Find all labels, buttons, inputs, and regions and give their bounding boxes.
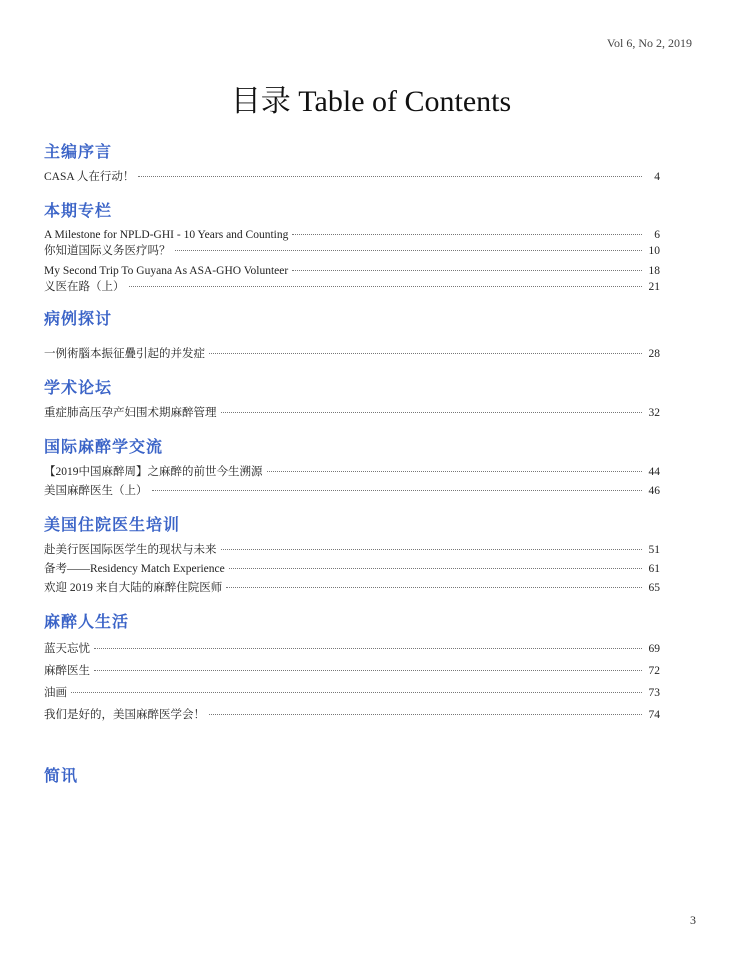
entry-title: 备考——Residency Match Experience <box>44 563 225 575</box>
section-title: 简讯 <box>44 766 79 785</box>
entry-page: 69 <box>648 643 660 655</box>
entry-page: 28 <box>648 348 660 360</box>
toc-section-editor-preface <box>44 142 660 187</box>
toc-entry[interactable] <box>44 404 660 423</box>
dot-leader <box>292 270 642 271</box>
toc-entry[interactable] <box>44 227 660 243</box>
dot-leader <box>94 670 642 671</box>
dot-leader <box>152 490 643 491</box>
entry-title: 你知道国际义务医疗吗？ <box>44 245 171 257</box>
toc-entry[interactable] <box>44 279 660 295</box>
entry-title: A Milestone for NPLD-GHI - 10 Years and Counting <box>44 229 289 241</box>
toc-entry[interactable] <box>44 638 660 660</box>
entry-title: 蓝天忘忧 <box>44 643 90 655</box>
toc-section-case-discussion <box>44 309 660 364</box>
toc-entry[interactable] <box>44 682 660 704</box>
toc-entry[interactable] <box>44 541 660 560</box>
entry-title: CASA 人在行动！ <box>44 171 135 183</box>
entry-page: 46 <box>648 485 660 497</box>
page-number: 3 <box>690 913 696 927</box>
dot-leader <box>267 471 643 472</box>
entry-title: 重症肺高压孕产妇围术期麻醉管理 <box>44 407 217 419</box>
toc-entry[interactable] <box>44 463 660 482</box>
entry-page: 74 <box>648 709 660 721</box>
entry-title: 美国麻醉医生（上） <box>44 485 148 497</box>
section-title: 主编序言 <box>44 142 113 161</box>
entry-title: 欢迎 2019 来自大陆的麻醉住院医师 <box>44 582 223 594</box>
entry-title: My Second Trip To Guyana As ASA-GHO Volunteer <box>44 265 289 277</box>
toc-section-academic-forum <box>44 378 660 423</box>
entry-page: 73 <box>648 687 660 699</box>
entry-title: 麻醉医生 <box>44 665 90 677</box>
dot-leader <box>175 250 643 251</box>
toc-entry[interactable] <box>44 660 660 682</box>
entry-page: 61 <box>648 563 660 575</box>
entry-page: 18 <box>648 265 660 277</box>
entry-title: 油画 <box>44 687 67 699</box>
dot-leader <box>226 587 642 588</box>
toc-entry[interactable] <box>44 560 660 579</box>
entry-page: 72 <box>648 665 660 677</box>
toc-entry[interactable] <box>44 263 660 279</box>
section-title: 国际麻醉学交流 <box>44 437 164 456</box>
entry-page: 51 <box>648 544 660 556</box>
toc-entry[interactable] <box>44 345 660 364</box>
toc-entry[interactable] <box>44 704 660 726</box>
dot-leader <box>209 353 642 354</box>
toc-section-news <box>44 766 660 786</box>
dot-leader <box>292 234 642 235</box>
entry-page: 65 <box>648 582 660 594</box>
dot-leader <box>138 176 642 177</box>
dot-leader <box>129 286 643 287</box>
dot-leader <box>229 568 642 569</box>
section-title: 本期专栏 <box>44 201 113 220</box>
toc-entry[interactable] <box>44 168 660 187</box>
dot-leader <box>221 549 643 550</box>
entry-page: 44 <box>648 466 660 478</box>
section-title: 学术论坛 <box>44 378 113 397</box>
entry-page: 21 <box>648 281 660 293</box>
entry-title: 我们是好的，美国麻醉医学会！ <box>44 709 205 721</box>
toc-section-feature-column <box>44 201 660 295</box>
dot-leader <box>94 648 642 649</box>
dot-leader <box>209 714 642 715</box>
section-title: 病例探讨 <box>44 309 113 328</box>
page-title: 目录 Table of Contents <box>230 85 512 118</box>
entry-title: 赴美行医国际医学生的现状与未来 <box>44 544 217 556</box>
section-title: 麻醉人生活 <box>44 612 130 631</box>
volume-info: Vol 6, No 2, 2019 <box>606 36 692 50</box>
entry-page: 6 <box>654 229 660 241</box>
toc-section-anesthesiologist-life <box>44 612 660 726</box>
entry-title: 一例術腦本振征疊引起的并发症 <box>44 348 205 360</box>
table-of-contents <box>44 142 660 800</box>
toc-entry[interactable] <box>44 243 660 259</box>
entry-title: 义医在路（上） <box>44 281 125 293</box>
dot-leader <box>71 692 642 693</box>
toc-section-residency-training <box>44 515 660 598</box>
entry-page: 10 <box>648 245 660 257</box>
dot-leader <box>221 412 643 413</box>
toc-entry[interactable] <box>44 579 660 598</box>
entry-page: 32 <box>648 407 660 419</box>
entry-title: 【2019中国麻醉周】之麻醉的前世今生溯源 <box>44 466 263 478</box>
section-title: 美国住院医生培训 <box>44 515 181 534</box>
toc-section-international-exchange <box>44 437 660 501</box>
entry-page: 4 <box>654 171 660 183</box>
toc-entry[interactable] <box>44 482 660 501</box>
